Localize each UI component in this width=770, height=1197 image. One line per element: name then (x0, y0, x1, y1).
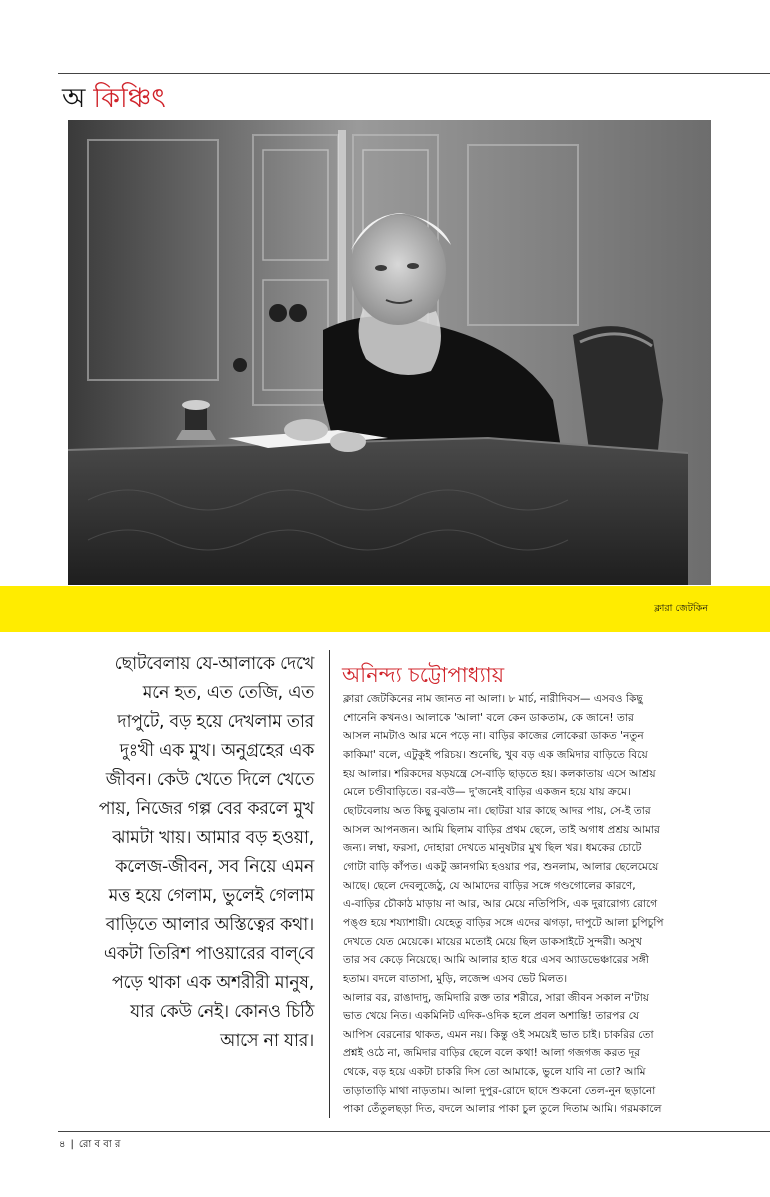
body-line: তাড়াতাড়ি মাথা নাড়তাম। আলা দুপুর-রোদে ছাদে শুকনো তেল-নুন ছড়ানো (343, 1084, 656, 1097)
body-line: কাকিমা' বলে, এটুকুই পরিচয়। শুনেছি, খুব বড় এক জমিদার বাড়িতে বিয়ে (343, 748, 648, 761)
magazine-name: রো ব বা র (78, 1139, 121, 1150)
body-line: এ-বাড়ির চৌকাঠ মাড়ায় না আর, আর মেয়ে নতিপিসি, এক দুরারোগ্য রোগে (343, 898, 658, 911)
body-line: আছে। ছেলে দেবলুজেঠু, যে আমাদের বাড়ির সঙ্গে গণ্ডগোলের কারণে, (343, 879, 636, 892)
body-line: দেখতে যেত মেয়েকে। মায়ের মতোই মেয়ে ছিল ডাকসাইটে সুন্দরী। অসুখ (343, 935, 642, 948)
article-body (343, 690, 708, 1119)
page-number: ৪ (59, 1139, 66, 1150)
body-line: ক্লারা জেটকিনের নাম জানত না আলা। ৮ মার্চ, নারীদিবস— এসবও কিছু (343, 693, 643, 705)
body-line: ছোটবেলায় অত কিছু বুঝতাম না। ছোটরা যার কাছে আদর পায়, সে-ই তার (343, 804, 651, 817)
section-prefix: অ (62, 83, 86, 114)
body-line: গোটা বাড়ি কাঁপত। একটু জ্ঞানগম্যি হওয়ার পর, শুনলাম, আলার ছেলেমেয়ে (343, 860, 659, 873)
pull-quote-line: পড়ে থাকা এক অশরীরী মানুষ, (112, 973, 314, 993)
body-line: হয় আলার। শরিকদের ষড়যন্ত্রে সে-বাড়ি ছাড়তে হয়। কলকাতায় এসে আশ্রয় (343, 767, 656, 780)
pull-quote-line: মত্ত হয়ে গেলাম, ভুলেই গেলাম (108, 886, 314, 906)
pull-quote-line: দাপুটে, বড় হয়ে দেখলাম তার (117, 712, 314, 732)
bottom-rule (58, 1131, 770, 1132)
page-footer (59, 1137, 120, 1154)
pull-quote-line: ছোটবেলায় যে-আলাকে দেখে (114, 654, 314, 674)
body-line: আসল নামটাও আর মনে পড়ে না। বাড়ির কাজের লোকেরা ডাকত 'নতুন (343, 730, 644, 743)
body-line: থেকে, বড় হয়ে একটা চাকরি দিস তো আমাকে, ভুলে যাবি না তো? আমি (343, 1066, 646, 1079)
body-line: জন্য। লম্বা, ফরসা, দোহারা দেখতে মানুষটার মুখ ছিল খর। ধমকের চোটে (343, 842, 642, 855)
body-line: মেলে চণ্ডীবাড়িতে। বর-বউ— দু'জনেই বাড়ির একজন হয়ে যায় ক্রমে। (343, 786, 631, 799)
photo-illustration (68, 120, 711, 585)
pull-quote-line: মনে হত, এত তেজি, এত (142, 683, 314, 703)
clara-zetkin-photo (68, 120, 711, 585)
body-line: হতাম। বদলে বাতাসা, মুড়ি, লজেন্স এসব ভেট মিলত। (343, 972, 568, 985)
pull-quote-line: যার কেউ নেই। কোনও চিঠি (130, 1002, 314, 1022)
pull-quote-line: একটা তিরিশ পাওয়ারের বাল্‌বে (103, 944, 314, 964)
body-line: ভাত খেয়ে নিত। একমিনিট এদিক-ওদিক হলে প্রবল অশান্তি! তারপর যে (343, 1010, 640, 1023)
pull-quote-line: পায়, নিজের গল্প বের করলে মুখ (98, 799, 314, 819)
body-line: প্রশ্নই ওঠে না, জমিদার বাড়ির ছেলে বলে কথা! আলা গজগজ করত দূর (343, 1047, 641, 1060)
photo-caption: ক্লারা জেটকিন (654, 603, 708, 614)
body-line: পাকা তেঁতুলছড়া দিত, বদলে আলার পাকা চুল তুলে দিতাম আমি। গরমকালে (343, 1103, 662, 1116)
pull-quote-line: জীবন। কেউ খেতে দিলে খেতে (105, 770, 314, 790)
section-title: কিঞ্চিৎ (93, 83, 166, 114)
pull-quote-line: কলেজ-জীবন, সব নিয়ে এমন (115, 857, 314, 877)
body-line: আপিস বেরনোর থাকত, এমন নয়। কিন্তু ওই সময়েই ভাত চাই। চাকরির তো (343, 1028, 654, 1041)
author-byline: অনিন্দ্য চট্টোপাধ্যায় (342, 663, 505, 687)
section-heading (62, 82, 166, 116)
body-line: পঙ্গু হয়ে শয্যাশায়ী। যেহেতু বাড়ির সঙ্গে এদের ঝগড়া, দাপুটে আলা চুপিচুপি (343, 916, 664, 929)
body-line: আসল আপনজন। আমি ছিলাম বাড়ির প্রথম ছেলে, তাই অগাধ প্রশ্রয় আমার (343, 823, 660, 836)
body-line: শোনেনি কখনও। আলাকে 'আলা' বলে কেন ডাকতাম, কে জানে! তার (343, 711, 634, 724)
footer-separator: | (70, 1139, 74, 1150)
pull-quote (62, 650, 314, 1056)
pull-quote-line: ঝামটা খায়। আমার বড় হওয়া, (112, 828, 314, 848)
pull-quote-line: দুঃখী এক মুখ। অনুগ্রহের এক (119, 741, 314, 761)
body-line: তার সব কেড়ে নিয়েছে। আমি আলার হাত ধরে এসব অ্যাডভেঞ্চারের সঙ্গী (343, 954, 649, 967)
top-rule (58, 73, 770, 74)
pull-quote-line: বাড়িতে আলার অস্তিত্বের কথা। (105, 915, 314, 935)
pull-quote-line: আসে না যার। (220, 1031, 314, 1051)
column-divider (329, 650, 330, 1118)
body-line: আলার বর, রাঙাদাদু, জমিদারি রক্ত তার শরীরে, সারা জীবন সকাল ন'টায় (343, 991, 650, 1004)
